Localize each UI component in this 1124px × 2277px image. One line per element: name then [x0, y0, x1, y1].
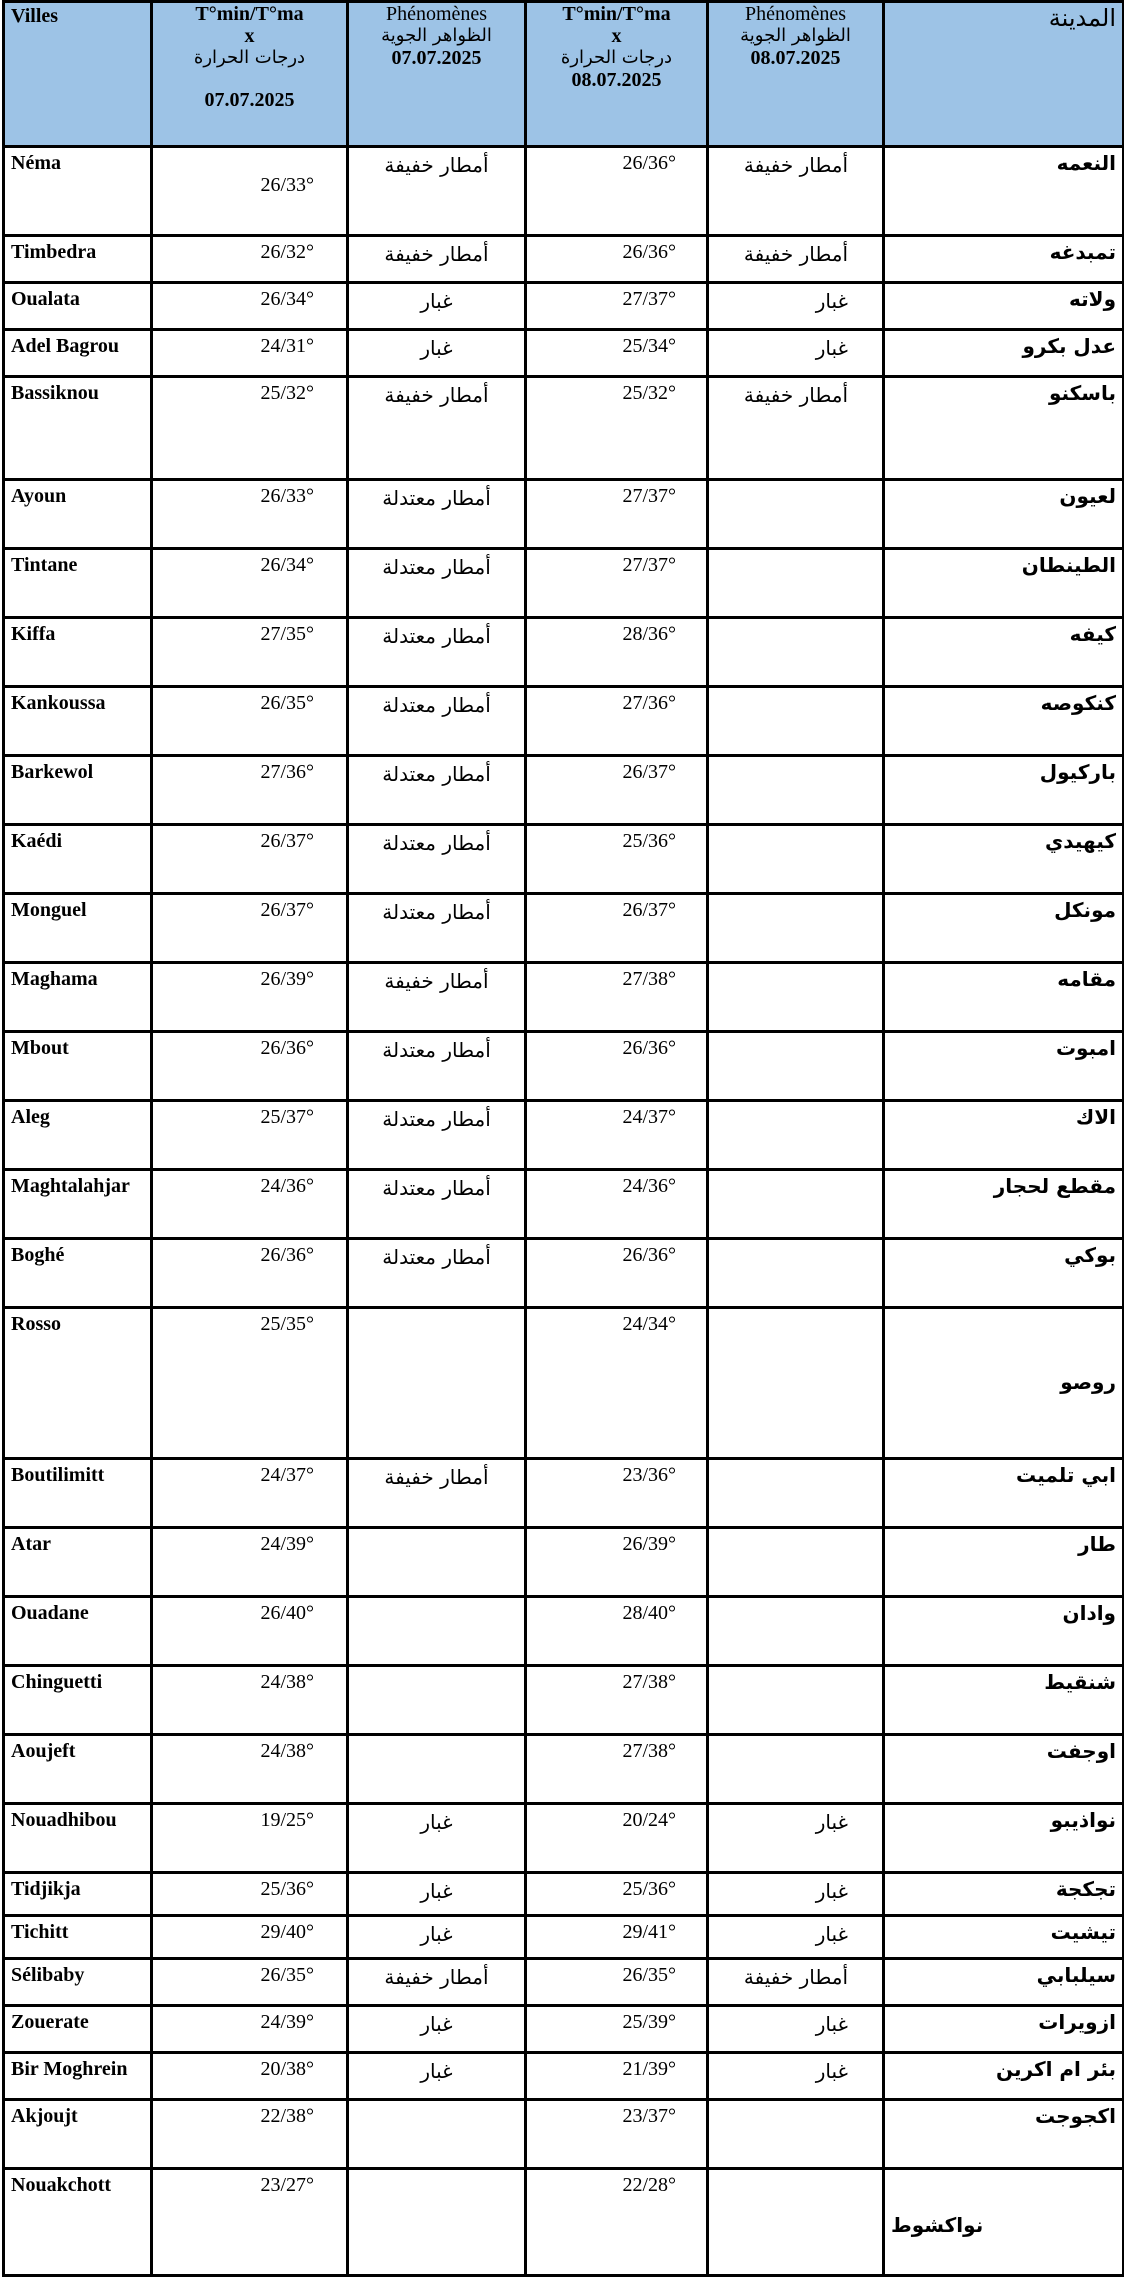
temp-day2: 27/38°: [526, 1735, 708, 1804]
temp-day2: 27/38°: [526, 963, 708, 1032]
temp-day2: 26/37°: [526, 756, 708, 825]
weather-table: [2, 0, 1124, 2277]
city-name-fr: Atar: [4, 1528, 152, 1597]
city-name-fr: Kankoussa: [4, 687, 152, 756]
table-row: [4, 618, 1124, 687]
temp-day2: 25/34°: [526, 330, 708, 377]
city-name-ar: اوجفت: [884, 1735, 1124, 1804]
phenomena-day1: أمطار معتدلة: [348, 1239, 526, 1308]
temp-day2: 20/24°: [526, 1804, 708, 1873]
temp-day1: 26/35°: [152, 1959, 348, 2006]
temp-day1: 27/35°: [152, 618, 348, 687]
city-name-ar: مقامه: [884, 963, 1124, 1032]
temp-day1: 22/38°: [152, 2100, 348, 2169]
city-name-ar: شنقيط: [884, 1666, 1124, 1735]
city-name-ar: مقطع لحجار: [884, 1170, 1124, 1239]
city-name-fr: Bassiknou: [4, 377, 152, 480]
table-row: [4, 1916, 1124, 1959]
temp-day2: 28/40°: [526, 1597, 708, 1666]
city-name-ar: باركيول: [884, 756, 1124, 825]
city-name-ar: ازويرات: [884, 2006, 1124, 2053]
phenomena-day2: [708, 1308, 884, 1459]
city-name-fr: Barkewol: [4, 756, 152, 825]
temp-day1: 29/40°: [152, 1916, 348, 1959]
temp-day1: 26/34°: [152, 549, 348, 618]
phenomena-day1: غبار: [348, 1804, 526, 1873]
table-row: [4, 1873, 1124, 1916]
city-name-ar: الطينطان: [884, 549, 1124, 618]
temp-day1: 26/37°: [152, 894, 348, 963]
table-row: [4, 1959, 1124, 2006]
city-name-fr: Aoujeft: [4, 1735, 152, 1804]
temp-day1: 26/35°: [152, 687, 348, 756]
table-row: [4, 756, 1124, 825]
phenomena-day1: أمطار معتدلة: [348, 618, 526, 687]
table-row: [4, 1170, 1124, 1239]
city-name-ar: الاك: [884, 1101, 1124, 1170]
phenomena-day2: غبار: [708, 1873, 884, 1916]
table-row: [4, 377, 1124, 480]
temp-day2: 25/36°: [526, 825, 708, 894]
table-row: [4, 963, 1124, 1032]
table-row: [4, 1101, 1124, 1170]
temp-day1: 24/38°: [152, 1666, 348, 1735]
temp-day2: 27/36°: [526, 687, 708, 756]
city-name-ar: بئر ام اكرين: [884, 2053, 1124, 2100]
temp-day2: 28/36°: [526, 618, 708, 687]
phenomena-day1: غبار: [348, 1873, 526, 1916]
phenomena-day1: أمطار خفيفة: [348, 236, 526, 283]
city-name-fr: Nouadhibou: [4, 1804, 152, 1873]
city-name-fr: Nouakchott: [4, 2169, 152, 2276]
temp-day2: 22/28°: [526, 2169, 708, 2276]
table-row: [4, 1804, 1124, 1873]
phenomena-day1: [348, 2169, 526, 2276]
temp-day1: 25/32°: [152, 377, 348, 480]
city-name-fr: Boutilimitt: [4, 1459, 152, 1528]
city-name-fr: Timbedra: [4, 236, 152, 283]
temp-day2: 26/36°: [526, 1032, 708, 1101]
phenomena-day2: [708, 1101, 884, 1170]
temp-day2: 25/39°: [526, 2006, 708, 2053]
city-name-fr: Tintane: [4, 549, 152, 618]
phenomena-day1: [348, 1528, 526, 1597]
city-name-ar: نواذيبو: [884, 1804, 1124, 1873]
table-row: [4, 549, 1124, 618]
temp-day1: 24/39°: [152, 2006, 348, 2053]
table-row: [4, 894, 1124, 963]
city-name-fr: Oualata: [4, 283, 152, 330]
city-name-fr: Ayoun: [4, 480, 152, 549]
table-row: [4, 825, 1124, 894]
city-name-fr: Mbout: [4, 1032, 152, 1101]
temp-day1: 19/25°: [152, 1804, 348, 1873]
city-name-ar: ولاته: [884, 283, 1124, 330]
temp-day1: 25/37°: [152, 1101, 348, 1170]
city-name-ar: تيشيت: [884, 1916, 1124, 1959]
temp-day1: 27/36°: [152, 756, 348, 825]
city-name-fr: Néma: [4, 147, 152, 236]
table-row: [4, 1528, 1124, 1597]
city-name-ar: باسكنو: [884, 377, 1124, 480]
phenomena-day2: [708, 963, 884, 1032]
phenomena-day1: [348, 1308, 526, 1459]
city-name-ar: اكجوجت: [884, 2100, 1124, 2169]
phenomena-day1: أمطار معتدلة: [348, 549, 526, 618]
header-phen-day1: Phénomènes الظواهر الجوية 07.07.2025: [348, 2, 526, 147]
temp-day2: 21/39°: [526, 2053, 708, 2100]
temp-day1: 25/35°: [152, 1308, 348, 1459]
phenomena-day2: [708, 1239, 884, 1308]
temp-day1: 20/38°: [152, 2053, 348, 2100]
temp-day2: 26/35°: [526, 1959, 708, 2006]
city-name-ar: وادان: [884, 1597, 1124, 1666]
phenomena-day1: أمطار معتدلة: [348, 756, 526, 825]
city-name-fr: Tichitt: [4, 1916, 152, 1959]
phenomena-day1: أمطار خفيفة: [348, 1959, 526, 2006]
city-name-fr: Aleg: [4, 1101, 152, 1170]
temp-day1: 24/38°: [152, 1735, 348, 1804]
phenomena-day1: أمطار خفيفة: [348, 1459, 526, 1528]
temp-day1: 23/27°: [152, 2169, 348, 2276]
header-city-ar: المدينة: [884, 2, 1124, 147]
temp-day1: 26/33°: [152, 147, 348, 236]
temp-day1: 26/36°: [152, 1032, 348, 1101]
phenomena-day1: [348, 1666, 526, 1735]
phenomena-day2: أمطار خفيفة: [708, 147, 884, 236]
temp-day1: 24/39°: [152, 1528, 348, 1597]
temp-day2: 26/36°: [526, 147, 708, 236]
phenomena-day1: أمطار معتدلة: [348, 1101, 526, 1170]
city-name-fr: Zouerate: [4, 2006, 152, 2053]
temp-day2: 26/36°: [526, 236, 708, 283]
temp-day2: 27/38°: [526, 1666, 708, 1735]
temp-day1: 26/40°: [152, 1597, 348, 1666]
phenomena-day2: [708, 756, 884, 825]
phenomena-day1: [348, 1735, 526, 1804]
city-name-ar: كنكوصه: [884, 687, 1124, 756]
table-row: [4, 283, 1124, 330]
city-name-ar: طار: [884, 1528, 1124, 1597]
temp-day2: 26/36°: [526, 1239, 708, 1308]
city-name-fr: Tidjikja: [4, 1873, 152, 1916]
table-row: [4, 1239, 1124, 1308]
city-name-fr: Maghama: [4, 963, 152, 1032]
phenomena-day2: [708, 1666, 884, 1735]
phenomena-day2: [708, 1735, 884, 1804]
header-temp-day2: T°min/T°ma x درجات الحرارة 08.07.2025: [526, 2, 708, 147]
phenomena-day2: [708, 1032, 884, 1101]
temp-day2: 25/32°: [526, 377, 708, 480]
phenomena-day1: أمطار خفيفة: [348, 147, 526, 236]
table-row: [4, 2169, 1124, 2276]
phenomena-day2: غبار: [708, 283, 884, 330]
city-name-ar: امبوت: [884, 1032, 1124, 1101]
temp-day2: 27/37°: [526, 480, 708, 549]
phenomena-day2: [708, 2169, 884, 2276]
phenomena-day1: أمطار معتدلة: [348, 1170, 526, 1239]
city-name-ar: بوكي: [884, 1239, 1124, 1308]
city-name-ar: ابي تلميت: [884, 1459, 1124, 1528]
temp-day1: 24/36°: [152, 1170, 348, 1239]
city-name-fr: Rosso: [4, 1308, 152, 1459]
temp-day2: 27/37°: [526, 549, 708, 618]
city-name-ar: روصو: [884, 1308, 1124, 1459]
temp-day2: 26/39°: [526, 1528, 708, 1597]
temp-day1: 26/33°: [152, 480, 348, 549]
phenomena-day2: غبار: [708, 330, 884, 377]
table-row: [4, 236, 1124, 283]
city-name-fr: Bir Moghrein: [4, 2053, 152, 2100]
city-name-ar: عدل بكرو: [884, 330, 1124, 377]
city-name-fr: Sélibaby: [4, 1959, 152, 2006]
phenomena-day2: غبار: [708, 1804, 884, 1873]
temp-day2: 29/41°: [526, 1916, 708, 1959]
phenomena-day1: [348, 2100, 526, 2169]
header-row: [4, 2, 1124, 147]
temp-day2: 23/36°: [526, 1459, 708, 1528]
phenomena-day1: [348, 1597, 526, 1666]
phenomena-day1: أمطار خفيفة: [348, 963, 526, 1032]
table-row: [4, 1032, 1124, 1101]
temp-day1: 26/32°: [152, 236, 348, 283]
city-name-ar: النعمه: [884, 147, 1124, 236]
phenomena-day1: غبار: [348, 330, 526, 377]
city-name-fr: Akjoujt: [4, 2100, 152, 2169]
table-row: [4, 147, 1124, 236]
table-row: [4, 2100, 1124, 2169]
phenomena-day1: أمطار خفيفة: [348, 377, 526, 480]
table-row: [4, 2006, 1124, 2053]
temp-day1: 26/39°: [152, 963, 348, 1032]
table-row: [4, 330, 1124, 377]
phenomena-day2: [708, 549, 884, 618]
temp-day2: 26/37°: [526, 894, 708, 963]
phenomena-day2: غبار: [708, 2006, 884, 2053]
city-name-ar: نواكشوط: [884, 2169, 1124, 2276]
temp-day2: 27/37°: [526, 283, 708, 330]
table-row: [4, 1735, 1124, 1804]
phenomena-day2: [708, 825, 884, 894]
phenomena-day1: أمطار معتدلة: [348, 480, 526, 549]
table-row: [4, 1459, 1124, 1528]
phenomena-day2: [708, 1170, 884, 1239]
temp-day2: 24/34°: [526, 1308, 708, 1459]
table-row: [4, 1666, 1124, 1735]
city-name-fr: Adel Bagrou: [4, 330, 152, 377]
table-row: [4, 1308, 1124, 1459]
city-name-ar: كيهيدي: [884, 825, 1124, 894]
phenomena-day2: [708, 2100, 884, 2169]
phenomena-day1: غبار: [348, 2006, 526, 2053]
phenomena-day1: غبار: [348, 283, 526, 330]
city-name-fr: Ouadane: [4, 1597, 152, 1666]
phenomena-day2: أمطار خفيفة: [708, 1959, 884, 2006]
phenomena-day1: أمطار معتدلة: [348, 687, 526, 756]
phenomena-day2: غبار: [708, 2053, 884, 2100]
temp-day1: 26/36°: [152, 1239, 348, 1308]
city-name-ar: لعيون: [884, 480, 1124, 549]
temp-day2: 23/37°: [526, 2100, 708, 2169]
temp-day2: 24/37°: [526, 1101, 708, 1170]
table-row: [4, 2053, 1124, 2100]
phenomena-day2: [708, 1459, 884, 1528]
table-row: [4, 480, 1124, 549]
phenomena-day2: [708, 687, 884, 756]
phenomena-day1: غبار: [348, 2053, 526, 2100]
phenomena-day1: أمطار معتدلة: [348, 825, 526, 894]
city-name-fr: Boghé: [4, 1239, 152, 1308]
phenomena-day2: [708, 1528, 884, 1597]
city-name-ar: سيلبابي: [884, 1959, 1124, 2006]
temp-day2: 25/36°: [526, 1873, 708, 1916]
phenomena-day2: [708, 894, 884, 963]
header-villes: Villes: [4, 2, 152, 147]
city-name-fr: Chinguetti: [4, 1666, 152, 1735]
temp-day1: 24/37°: [152, 1459, 348, 1528]
city-name-fr: Kaédi: [4, 825, 152, 894]
temp-day1: 25/36°: [152, 1873, 348, 1916]
phenomena-day2: أمطار خفيفة: [708, 377, 884, 480]
city-name-fr: Kiffa: [4, 618, 152, 687]
header-temp-day1: T°min/T°ma x درجات الحرارة 07.07.2025: [152, 2, 348, 147]
phenomena-day1: أمطار معتدلة: [348, 1032, 526, 1101]
phenomena-day2: [708, 618, 884, 687]
city-name-fr: Maghtalahjar: [4, 1170, 152, 1239]
weather-forecast-table-sheet: [2, 0, 1122, 2237]
phenomena-day1: غبار: [348, 1916, 526, 1959]
phenomena-day2: غبار: [708, 1916, 884, 1959]
temp-day1: 26/34°: [152, 283, 348, 330]
temp-day1: 24/31°: [152, 330, 348, 377]
city-name-ar: تمبدغه: [884, 236, 1124, 283]
temp-day2: 24/36°: [526, 1170, 708, 1239]
table-row: [4, 1597, 1124, 1666]
header-phen-day2: Phénomènes الظواهر الجوية 08.07.2025: [708, 2, 884, 147]
phenomena-day2: [708, 1597, 884, 1666]
city-name-fr: Monguel: [4, 894, 152, 963]
city-name-ar: تجكجة: [884, 1873, 1124, 1916]
city-name-ar: كيفه: [884, 618, 1124, 687]
phenomena-day1: أمطار معتدلة: [348, 894, 526, 963]
city-name-ar: مونكل: [884, 894, 1124, 963]
phenomena-day2: أمطار خفيفة: [708, 236, 884, 283]
temp-day1: 26/37°: [152, 825, 348, 894]
phenomena-day2: [708, 480, 884, 549]
table-row: [4, 687, 1124, 756]
